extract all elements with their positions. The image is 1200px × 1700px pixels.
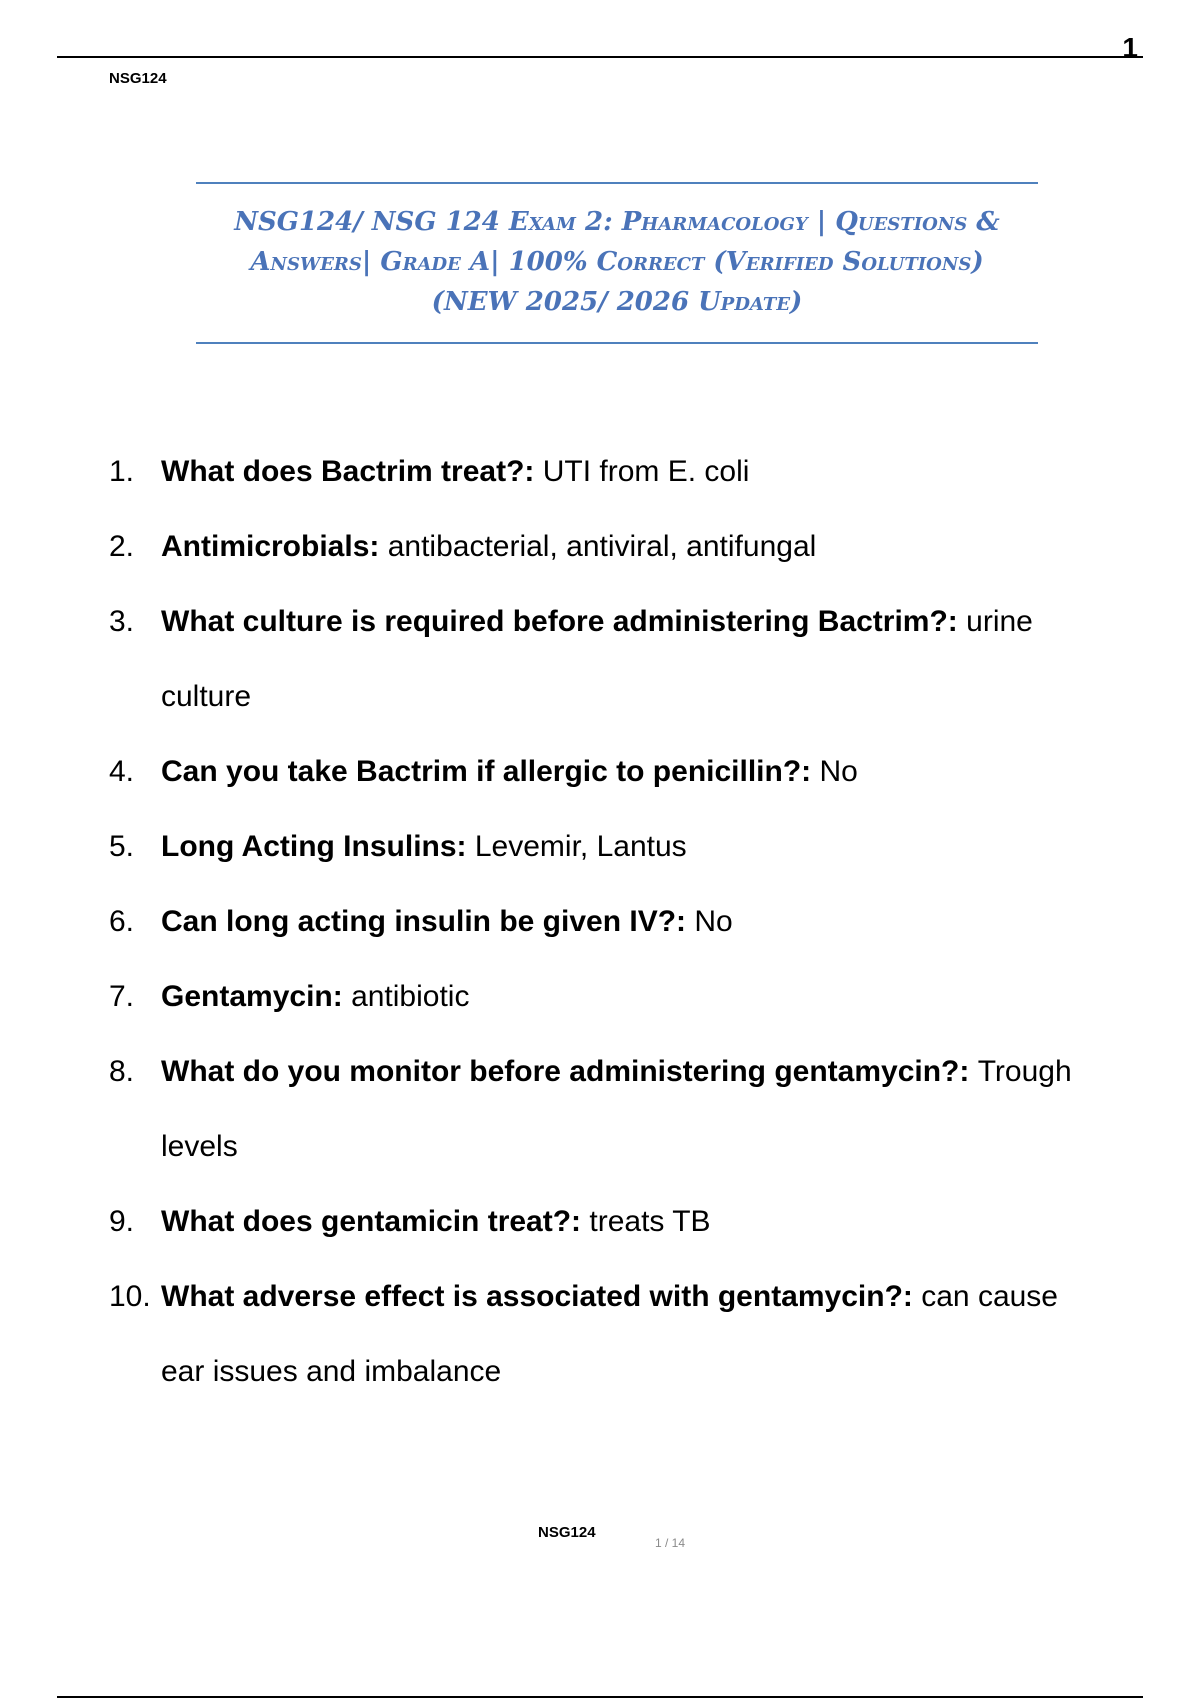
page-number: 1	[1122, 32, 1138, 63]
item-number: 2.	[109, 530, 135, 563]
item-number: 1.	[109, 455, 135, 488]
header-course-code: NSG124	[109, 70, 167, 87]
list-item	[109, 809, 1109, 884]
item-number: 4.	[109, 755, 135, 788]
item-answer: No	[819, 755, 858, 788]
item-number: 3.	[109, 605, 135, 638]
item-answer: can cause ear issues and imbalance	[161, 1280, 1058, 1388]
item-number: 5.	[109, 830, 135, 863]
item-answer: treats TB	[589, 1205, 711, 1238]
list-item	[109, 1184, 1109, 1259]
title-line-3: (NEW 2025/ 2026 Update)	[431, 287, 803, 317]
item-question: What does Bactrim treat?:	[161, 455, 543, 488]
item-question: What do you monitor before administering gentamycin?:	[161, 1055, 978, 1088]
title-line-2: Answers| Grade A| 100% Correct (Verified Solutions)	[250, 247, 984, 277]
item-number: 8.	[109, 1055, 135, 1088]
list-item	[109, 434, 1109, 509]
item-question: Antimicrobials:	[161, 530, 388, 563]
footer-rule	[57, 1696, 1143, 1698]
list-item	[109, 509, 1109, 584]
item-answer: antibiotic	[351, 980, 470, 1013]
item-answer: Trough levels	[161, 1055, 1072, 1163]
item-number: 7.	[109, 980, 135, 1013]
list-item	[109, 959, 1109, 1034]
header-rule	[57, 56, 1143, 58]
item-answer: No	[694, 905, 733, 938]
item-answer: UTI from E. coli	[542, 455, 750, 488]
item-question: Long Acting Insulins:	[161, 830, 475, 863]
question-answer-list	[109, 434, 1109, 1409]
item-answer: urine culture	[161, 605, 1033, 713]
list-item	[109, 884, 1109, 959]
item-question: Gentamycin:	[161, 980, 352, 1013]
list-item	[109, 1259, 1109, 1409]
list-item	[109, 584, 1109, 734]
footer-page-indicator: 1 / 14	[655, 1536, 686, 1550]
item-answer: antibacterial, antiviral, antifungal	[387, 530, 817, 563]
item-number: 9.	[109, 1205, 135, 1238]
item-question: Can you take Bactrim if allergic to penicillin?:	[161, 755, 820, 788]
item-number: 10.	[109, 1280, 151, 1313]
item-question: What does gentamicin treat?:	[161, 1205, 590, 1238]
item-question: What adverse effect is associated with gentamycin?:	[161, 1280, 922, 1313]
item-number: 6.	[109, 905, 135, 938]
list-item	[109, 1034, 1109, 1184]
item-question: Can long acting insulin be given IV?:	[161, 905, 695, 938]
item-answer: Levemir, Lantus	[474, 830, 687, 863]
item-question: What culture is required before administering Bactrim?:	[161, 605, 967, 638]
title-line-1: NSG124/ NSG 124 Exam 2: Pharmacology | Questions &	[234, 207, 1000, 237]
list-item	[109, 734, 1109, 809]
footer-course-code: NSG124	[538, 1524, 596, 1541]
document-title-block	[196, 182, 1038, 344]
